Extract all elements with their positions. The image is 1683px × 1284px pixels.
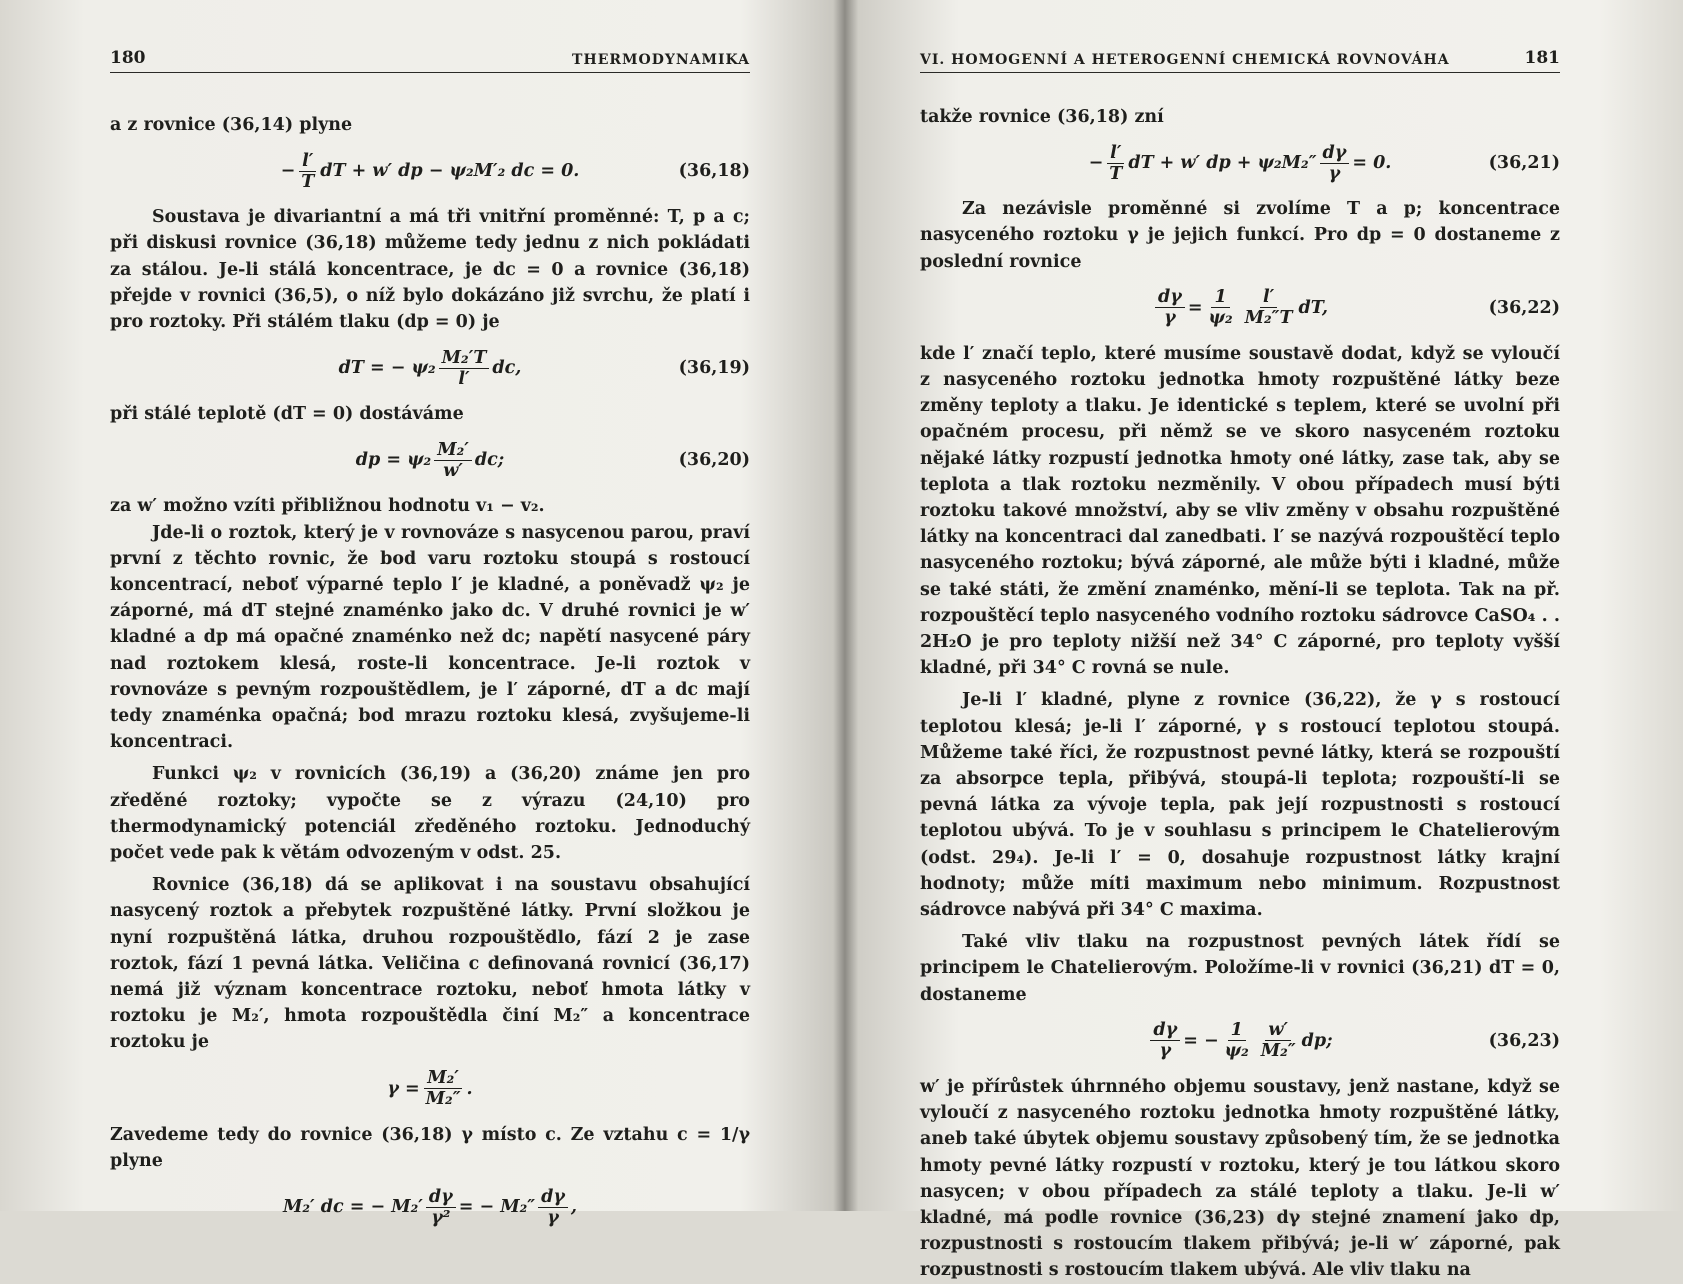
eq-mid: = − [1183, 1030, 1219, 1051]
eq-mid: = [1187, 297, 1203, 318]
eq-fraction-3: $\frac{l'}{\text{M₂″T}}$ [1244, 287, 1293, 329]
eq-mid: dT + w′ dp + ψ₂M₂″ [1128, 153, 1317, 174]
right-paragraph-4: Je-li l′ kladné, plyne z rovnice (36,22), že γ s rostoucí teplotou klesá; je-li l′ záporné, γ s rostoucí teplotou stoupá. Můžeme také říci, že rozpustnost pevné látky, která se rozpouští za absorpce tepla, přibývá, stoupá-li teplota; rozpouští-li se pevná látka za vývoje tepla, pak její rozpustnosti s rostoucí teplotou ubývá. To je v souhlasu s principem le Chatelierovým (odst. 29₄). Je-li l′ = 0, dosahuje rozpustnost látky krajní hodnoty; může míti maximum nebo minimum. Rozpustnost sádrovce nabývá při 34° C maxima. [920, 690, 1560, 921]
eq-fraction: $\frac{l'}{T}$ [1106, 143, 1125, 184]
eq-fraction: $\frac{d\gamma}{\text{γ²}}$ [426, 1187, 456, 1228]
equation-number: (36,21) [1488, 153, 1560, 174]
right-paragraph-6: w′ je přírůstek úhrnného objemu soustavy, jenž nastane, když se vyloučí z nasyceného roztoku jednotka hmoty rozpuštěné látky, aneb také úbytek objemu soustavy způsobený tím, že se jednotka hmoty pevné látky rozpustí v roztoku, který je tou látkou skoro nasycen; v obou případech za stálé teploty a tlaku. Je-li w′ kladné, má podle rovnice (36,23) dγ stejné znamení jako dp, rozpustnosti s rostoucím tlakem přibývá; je-li w′ záporné, pak rozpustnosti s rostoucím tlakem ubývá. Ale vliv tlaku na [920, 1076, 1560, 1281]
left-paragraph-4: za w′ možno vzíti přibližnou hodnotu v₁ − v₂. [110, 496, 545, 517]
eq-mid: = − M₂″ [458, 1196, 536, 1217]
equation-number: (36,19) [678, 358, 750, 379]
eq-fraction-2: $\frac{d\gamma}{\gamma}$ [1320, 143, 1350, 184]
left-paragraph-8: Zavedeme tedy do rovnice (36,18) γ místo c. Ze vztahu c = 1/γ plyne [110, 1124, 750, 1171]
left-paragraph-7: Rovnice (36,18) dá se aplikovat i na soustavu obsahující nasycený roztok a přebytek rozpuštěné látky. První složkou je nyní rozpuštěná látka, druhou rozpouštědlo, fází 2 je zase roztok, fází 1 pevná látka. Veličina c definovaná rovnicí (36,17) nemá již význam koncentrace roztoku, neboť hmota látky v roztoku je M₂′, hmota rozpouštědla činí M₂″ a koncentrace roztoku je [110, 875, 750, 1053]
equation-36-18 [110, 142, 750, 200]
equation-number: (36,23) [1488, 1030, 1560, 1051]
right-running-title: VI. HOMOGENNÍ A HETEROGENNÍ CHEMICKÁ ROVNOVÁHA [920, 52, 1450, 68]
equation-dc [110, 1178, 750, 1236]
right-paragraph-5: Také vliv tlaku na rozpustnost pevných látek řídí se principem le Chatelierovým. Položíme-li v rovnici (36,21) dT = 0, dostaneme [920, 932, 1560, 1005]
eq-post: dT, [1298, 297, 1328, 318]
equation-number: (36,18) [678, 161, 750, 182]
left-running-title: THERMODYNAMIKA [572, 52, 750, 68]
eq-post: dp; [1301, 1030, 1333, 1051]
right-paragraph-3: kde l′ značí teplo, které musíme soustavě dodat, když se vyloučí z nasyceného roztoku jednotka hmoty rozpuštěné látky beze změny teploty a tlaku. Je identické s teplem, které se uvolní při opačném procesu, při němž se ve skoro nasyceném roztoku nějaké látky rozpustí jednotka hmoty oné látky, zase tak, aby se teplota a tlak roztoku nezměnily. V obou případech musí býti roztoku takové množství, aby se vliv změny v obsahu rozpuštěné látky na koncentraci dal zanedbati. l′ se nazývá rozpouštěcí teplo nasyceného roztoku; bývá záporné, ale může býti i kladné, může se také státi, že změní znaménko, mění-li se teplota. Tak na př. rozpouštěcí teplo nasyceného vodního roztoku sádrovce CaSO₄ . . 2H₂O je pro teploty nižší než 34° C záporné, pro teploty vyšší kladné, při 34° C rovná se nule. [920, 343, 1560, 679]
eq-fraction: $\frac{d\gamma}{\gamma}$ [1150, 1020, 1180, 1061]
right-page [840, 0, 1683, 1281]
eq-fraction-3: $\frac{w'}{\text{M₂″}}$ [1260, 1020, 1296, 1062]
eq-pre: dT = − ψ₂ [338, 358, 436, 379]
eq-fraction: $\frac{l'}{T}$ [298, 151, 317, 192]
eq-fraction-2: $\frac{d\gamma}{\gamma}$ [538, 1187, 568, 1228]
eq-pre: dp = ψ₂ [355, 450, 432, 471]
eq-fraction: $\frac{\text{M₂′T}}{l'}$ [439, 348, 490, 389]
eq-post: , [570, 1196, 577, 1217]
left-paragraph-1: a z rovnice (36,14) plyne [110, 115, 353, 135]
right-running-head [920, 48, 1560, 73]
equation-36-23 [920, 1012, 1560, 1070]
equation-gamma [110, 1060, 750, 1118]
right-paragraph-1: takže rovnice (36,18) zní [920, 107, 1164, 127]
left-page-number: 180 [110, 48, 146, 68]
eq-fraction-2: $\frac{1}{\text{ψ₂}}$ [1208, 287, 1233, 329]
eq-post: = 0. [1352, 153, 1392, 174]
eq-fraction: $\frac{\text{M₂′}}{w'}$ [434, 440, 472, 481]
eq-pre: γ = [387, 1078, 420, 1099]
right-text-body [920, 104, 1560, 1284]
equation-number: (36,20) [678, 450, 750, 471]
equation-number: (36,22) [1488, 297, 1560, 318]
eq-fraction: $\frac{\text{M₂′}}{\text{M₂″}}$ [425, 1068, 461, 1110]
left-paragraph-3: při stálé teplotě (dT = 0) dostáváme [110, 404, 464, 425]
equation-36-22 [920, 279, 1560, 337]
eq-pre: M₂′ dc = − M₂′ [283, 1196, 423, 1217]
right-paragraph-2: Za nezávisle proměnné si zvolíme T a p; koncentrace nasyceného roztoku γ je jejich funkcí. Pro dp = 0 dostaneme z poslední rovnice [920, 199, 1560, 272]
eq-post: dc, [492, 358, 522, 379]
left-paragraph-2: Soustava je divariantní a má tři vnitřní proměnné: T, p a c; při diskusi rovnice (36,18) můžeme tedy jednu z nich pokládati za stálou. Je-li stálá koncentrace, je dc = 0 a rovnice (36,18) přejde v rovnici (36,5), o níž bylo dokázáno již svrchu, že platí i pro roztoky. Při stálém tlaku (dp = 0) je [110, 207, 750, 333]
equation-36-19 [110, 339, 750, 397]
equation-36-20 [110, 431, 750, 489]
eq-post: dT + w′ dp − ψ₂M′₂ dc = 0. [320, 161, 580, 182]
left-running-head [110, 48, 750, 73]
left-paragraph-5: Jde-li o roztok, který je v rovnováze s nasycenou parou, praví první z těchto rovnic, že bod varu roztoku stoupá s rostoucí koncentrací, neboť výparné teplo l′ je kladné, a poněvadž ψ₂ je záporné, má dT stejné znaménko jako dc. V druhé rovnici je w′ kladné a dp má opačné znaménko než dc; napětí nasycené páry nad roztokem klesá, roste-li koncentrace. Je-li roztok v rovnováze s pevným rozpouštědlem, je l′ záporné, dT a dc mají tedy znaménka opačná; bod mrazu roztoku klesá, zvyšujeme-li koncentraci. [110, 522, 750, 753]
left-paragraph-6: Funkci ψ₂ v rovnicích (36,19) a (36,20) známe jen pro zředěné roztoky; vypočte se z výrazu (24,10) pro thermodynamický potenciál zředěného roztoku. Jednoduchý počet vede pak k větám odvozeným v odst. 25. [110, 764, 750, 864]
equation-36-21 [920, 134, 1560, 192]
right-page-number: 181 [1524, 48, 1560, 68]
eq-fraction-2: $\frac{1}{\text{ψ₂}}$ [1224, 1020, 1249, 1062]
eq-fraction: $\frac{d\gamma}{\gamma}$ [1155, 287, 1185, 328]
eq-pre: − [280, 161, 296, 182]
left-page [0, 0, 830, 1228]
eq-post: dc; [474, 450, 505, 471]
left-text-body [110, 112, 750, 1240]
eq-pre: − [1088, 153, 1104, 174]
eq-post: . [466, 1078, 473, 1099]
